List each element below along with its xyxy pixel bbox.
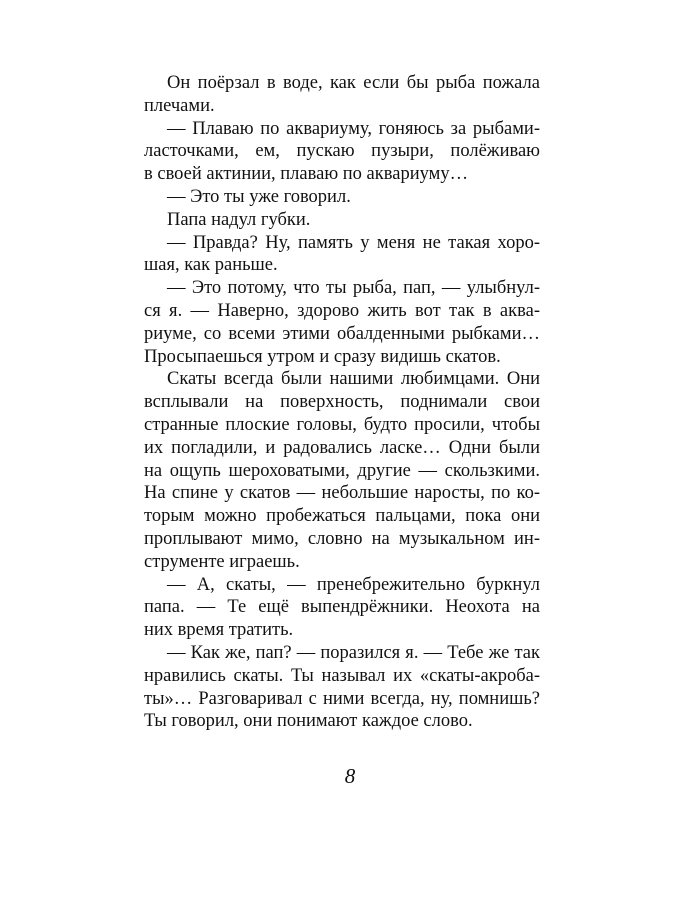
text-line: На спине у скатов — небольшие наросты, по ко- bbox=[144, 483, 540, 504]
text-line: шая, как раньше. bbox=[144, 255, 278, 276]
text-line: на ощупь шероховатыми, другие — скользкими. bbox=[144, 460, 540, 481]
body-text bbox=[144, 72, 540, 733]
text-line: — Это потому, что ты рыба, пап, — улыбнул- bbox=[167, 278, 540, 299]
text-line: — Это ты уже говорил. bbox=[167, 186, 351, 207]
text-line: странные плоские головы, будто просили, чтобы bbox=[144, 414, 540, 435]
text-line: Просыпаешься утром и сразу видишь скатов. bbox=[144, 346, 501, 367]
text-line: — А, скаты, — пренебрежительно буркнул bbox=[167, 574, 540, 595]
text-line: Скаты всегда были нашими любимцами. Они bbox=[167, 369, 540, 390]
text-line: — Правда? Ну, память у меня не такая хоро- bbox=[167, 232, 540, 253]
text-line: Ты говорил, они понимают каждое слово. bbox=[144, 711, 473, 732]
text-line: ся я. — Наверно, здорово жить вот так в аква- bbox=[144, 300, 540, 321]
text-line: плечами. bbox=[144, 95, 215, 116]
text-line: Он поёрзал в воде, как если бы рыба пожала bbox=[167, 73, 540, 93]
text-line: торым можно пробежаться пальцами, пока они bbox=[144, 506, 540, 527]
text-line: — Как же, пап? — поразился я. — Тебе же так bbox=[167, 642, 540, 663]
text-line: в своей актинии, плаваю по аквариуму… bbox=[144, 164, 469, 185]
text-line: нравились скаты. Ты называл их «скаты-акроба- bbox=[144, 665, 540, 686]
text-line: проплывают мимо, словно на музыкальном ин- bbox=[144, 528, 540, 549]
text-line: струменте играешь. bbox=[144, 551, 300, 572]
text-line: Папа надул губки. bbox=[167, 209, 311, 230]
page-number: 8 bbox=[344, 764, 356, 788]
text-line: них время тратить. bbox=[144, 620, 294, 641]
text-line: их погладили, и радовались ласке… Одни были bbox=[144, 437, 540, 458]
text-line: ласточками, ем, пускаю пузыри, полёживаю bbox=[144, 141, 540, 162]
text-line: — Плаваю по аквариуму, гоняюсь за рыбами- bbox=[167, 118, 540, 139]
text-line: риуме, со всеми этими обалденными рыбками… bbox=[144, 323, 540, 344]
text-line: всплывали на поверхность, поднимали свои bbox=[144, 392, 540, 413]
text-line: ты»… Разговаривал с ними всегда, ну, помнишь? bbox=[144, 688, 540, 709]
text-line: папа. — Те ещё выпендрёжники. Неохота на bbox=[144, 597, 540, 618]
